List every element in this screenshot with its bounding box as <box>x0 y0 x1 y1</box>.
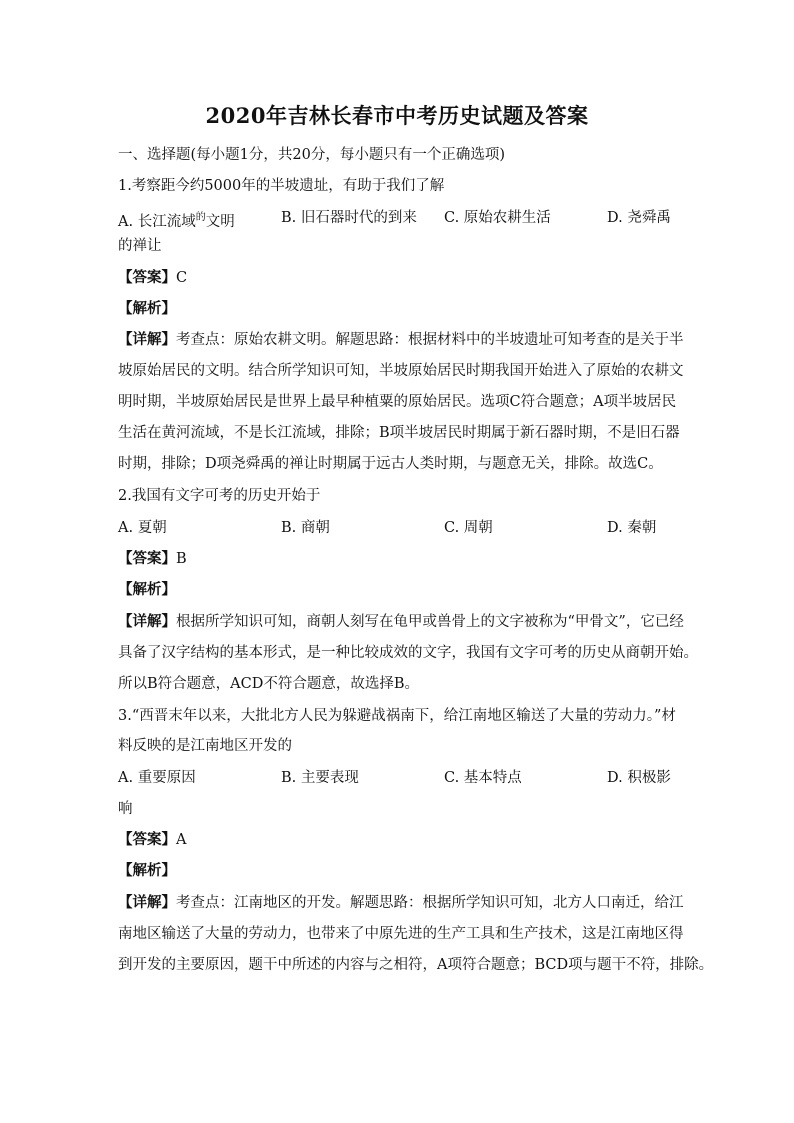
q2-option-a: A. 夏朝 <box>118 520 167 536</box>
q1-detail-line: 生活在黄河流域，不是长江流域，排除；B项半坡居民时期属于新石器时期，不是旧石器 <box>118 425 680 441</box>
q1-detail-line: 明时期，半坡原始居民是世界上最早种植粟的原始居民。选项C符合题意；A项半坡居民 <box>118 394 677 410</box>
q2-detail-line: 具备了汉字结构的基本形式，是一种比较成效的文字，我国有文字可考的历史从商朝开始。 <box>118 645 698 661</box>
q2-option-c: C. 周朝 <box>444 520 493 536</box>
q3-detail-line: 到开发的主要原因，题干中所述的内容与之相符，A项符合题意；BCD项与题干不符，排除。 <box>118 957 714 973</box>
q1-option-c: C. 原始农耕生活 <box>444 210 551 226</box>
q3-detail-line: 南地区输送了大量的劳动力，也带来了中原先进的生产工具和生产技术，这是江南地区得 <box>118 926 684 942</box>
q3-option-d: D. 积极影 <box>607 770 671 786</box>
q2-detail-line: 【详解】根据所学知识可知，商朝人刻写在龟甲或兽骨上的文字被称为“甲骨文”，它已经 <box>118 613 684 630</box>
q1-detail-line: 时期，排除；D项尧舜禹的禅让时期属于远古人类时期，与题意无关，排除。故选C。 <box>118 456 663 472</box>
q1-detail-line: 坡原始居民的文明。结合所学知识可知，半坡原始居民时期我国开始进入了原始的农耕文 <box>118 363 684 379</box>
q1-option-b: B. 旧石器时代的到来 <box>281 210 417 226</box>
q3-option-a: A. 重要原因 <box>118 770 196 786</box>
q2-option-d: D. 秦朝 <box>607 520 657 536</box>
q2-stem: 2.我国有文字可考的历史开始于 <box>118 488 321 504</box>
q1-detail-line: 【详解】考查点：原始农耕文明。解题思路：根据材料中的半坡遗址可知考查的是关于半 <box>118 331 684 348</box>
q3-option-b: B. 主要表现 <box>281 770 359 786</box>
q3-answer: 【答案】A <box>118 831 187 848</box>
q1-option-d-continued: 的禅让 <box>118 238 162 254</box>
q1-option-d: D. 尧舜禹 <box>607 210 671 226</box>
q1-analysis-label: 【解析】 <box>118 300 176 317</box>
q1-option-a: A. 长江流域$^的$文明 <box>118 212 235 230</box>
q2-analysis-label: 【解析】 <box>118 581 176 598</box>
q3-stem: 3.“西晋末年以来，大批北方人民为躲避战祸南下，给江南地区输送了大量的劳动力。”材 <box>118 708 676 724</box>
q1-stem: 1.考察距今约5000年的半坡遗址，有助于我们了解 <box>118 178 445 194</box>
q1-answer: 【答案】C <box>118 269 188 286</box>
q3-analysis-label: 【解析】 <box>118 862 176 879</box>
q3-stem-continued: 料反映的是江南地区开发的 <box>118 738 292 754</box>
q3-option-c: C. 基本特点 <box>444 770 522 786</box>
q3-option-d-continued: 响 <box>118 801 133 817</box>
q3-detail-line: 【详解】考查点：江南地区的开发。解题思路：根据所学知识可知，北方人口南迁，给江 <box>118 894 684 911</box>
q2-detail-line: 所以B符合题意，ACD不符合题意，故选择B。 <box>118 676 420 692</box>
q2-option-b: B. 商朝 <box>281 520 330 536</box>
section-heading: 一、选择题(每小题1分，共20分，每小题只有一个正确选项) <box>118 147 505 163</box>
q2-answer: 【答案】B <box>118 550 187 567</box>
document-title: 2020年吉林长春市中考历史试题及答案 <box>205 103 589 128</box>
